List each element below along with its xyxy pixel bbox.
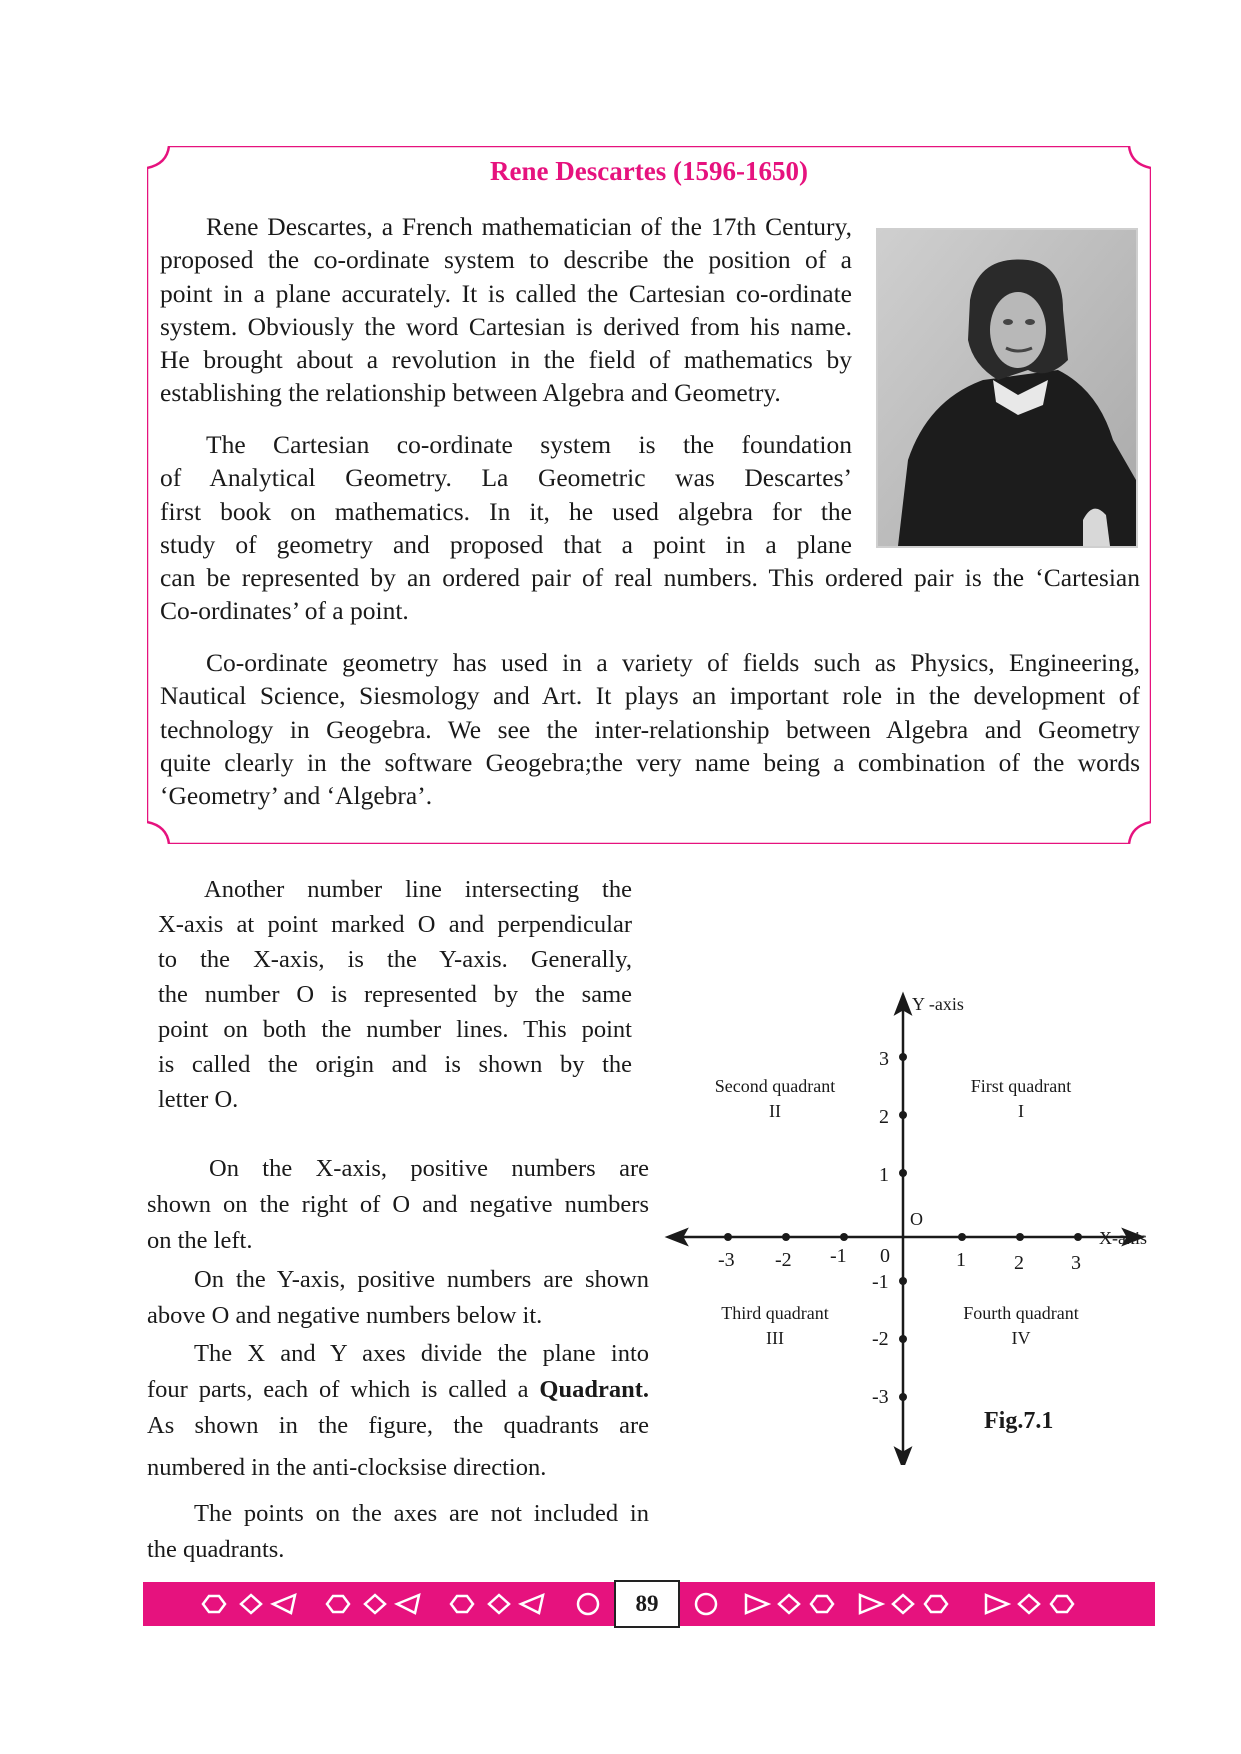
x-tick-label: -1	[830, 1245, 847, 1267]
quadrant-name: First quadrant	[970, 1076, 1072, 1096]
text-line: Another number line intersecting the	[204, 876, 632, 903]
descartes-portrait-image	[876, 228, 1138, 548]
tick-point	[899, 1393, 907, 1401]
x-tick-label: 2	[1014, 1252, 1024, 1274]
text-line: proposed the co-ordinate system to describe the position of a	[160, 245, 852, 275]
triangle-icon	[273, 1595, 295, 1613]
text-line: Rene Descartes, a French mathematician of the 17th Century,	[206, 212, 852, 241]
text-line: study of geometry and proposed that a point in a plane	[160, 529, 852, 559]
text-line: can be represented by an ordered pair of real numbers. This ordered pair is the ‘Cartesian	[160, 563, 1140, 593]
origin-label: O	[910, 1209, 923, 1229]
text-line: He brought about a revolution in the field of mathematics by	[160, 345, 852, 375]
text-segment: four parts, each of which is called a	[147, 1376, 540, 1403]
diamond-icon	[489, 1595, 509, 1613]
x-tick-label: -3	[718, 1249, 735, 1271]
text-line: shown on the right of O and negative numbers	[147, 1191, 649, 1218]
hexagon-icon	[1051, 1596, 1073, 1612]
quadrant-name: Fourth quadrant	[963, 1303, 1079, 1323]
y-tick-label: -1	[872, 1271, 889, 1293]
body-para-2	[147, 1151, 649, 1259]
body-para-5	[147, 1496, 649, 1568]
text-line: Co-ordinate geometry has used in a variety of fields such as Physics, Engineering,	[206, 648, 1140, 677]
text-line: The points on the axes are not included in	[194, 1500, 649, 1527]
triangle-icon	[521, 1595, 543, 1613]
zero-label: 0	[880, 1245, 890, 1267]
tick-point	[1016, 1233, 1024, 1241]
text-line: Co-ordinates’ of a point.	[160, 596, 409, 626]
circle-icon	[696, 1594, 716, 1614]
diamond-icon	[779, 1595, 799, 1613]
text-line: ‘Geometry’ and ‘Algebra’.	[160, 781, 433, 811]
hexagon-icon	[203, 1596, 225, 1612]
triangle-icon	[986, 1595, 1008, 1613]
hexagon-icon	[925, 1596, 947, 1612]
y-axis-arrow-up	[896, 995, 910, 1013]
text-line: first book on mathematics. In it, he used algebra for the	[160, 496, 852, 526]
hexagon-icon	[451, 1596, 473, 1612]
descartes-para-2	[160, 428, 1140, 628]
y-tick-label: -2	[872, 1328, 889, 1350]
quadrant-term: Quadrant.	[539, 1376, 649, 1403]
quadrant-name: Third quadrant	[721, 1303, 829, 1323]
text-line: technology in Geogebra. We see the inter-relationship between Algebra and Geometry	[160, 714, 1140, 744]
text-line: On the Y-axis, positive numbers are shown	[194, 1266, 649, 1293]
x-axis-label: X-axis	[1099, 1228, 1147, 1248]
text-line: X-axis at point marked O and perpendicular	[158, 911, 632, 938]
page-number: 89	[614, 1580, 680, 1628]
triangle-icon	[397, 1595, 419, 1613]
tick-point	[899, 1335, 907, 1343]
x-axis-arrow-left	[668, 1230, 686, 1244]
diamond-icon	[365, 1595, 385, 1613]
triangle-icon	[860, 1595, 882, 1613]
quadrant-1-label	[936, 1074, 1106, 1124]
y-tick-label: 1	[879, 1164, 889, 1186]
text-line: above O and negative numbers below it.	[147, 1302, 543, 1329]
y-axis-label: Y -axis	[912, 994, 964, 1014]
circle-icon	[578, 1594, 598, 1614]
quadrant-3-label	[690, 1301, 860, 1351]
text-line: On the X-axis, positive numbers are	[209, 1155, 649, 1182]
text-line: the number O is represented by the same	[158, 981, 632, 1008]
descartes-para-1	[160, 210, 852, 410]
text-line: on the left.	[147, 1227, 253, 1254]
text-line: the quadrants.	[147, 1536, 285, 1563]
diamond-icon	[241, 1595, 261, 1613]
quadrant-4-label	[936, 1301, 1106, 1351]
body-para-1	[158, 872, 632, 1117]
text-line: is called the origin and is shown by the	[158, 1051, 632, 1078]
hexagon-icon	[811, 1596, 833, 1612]
body-para-3	[147, 1262, 649, 1334]
y-tick-label: -3	[872, 1386, 889, 1408]
x-tick-label: -2	[775, 1249, 792, 1271]
tick-point	[1074, 1233, 1082, 1241]
y-tick-label: 2	[879, 1106, 889, 1128]
quadrant-numeral: I	[1018, 1101, 1024, 1121]
text-line: The X and Y axes divide the plane into	[194, 1340, 649, 1367]
text-line: Nautical Science, Siesmology and Art. It plays an important role in the development of	[160, 681, 1140, 711]
quadrant-2-label	[690, 1074, 860, 1124]
quadrant-numeral: II	[769, 1101, 781, 1121]
diamond-icon	[1019, 1595, 1039, 1613]
box-title: Rene Descartes (1596-1650)	[490, 156, 808, 186]
text-line: The Cartesian co-ordinate system is the foundation	[206, 430, 852, 459]
text-line: to the X-axis, is the Y-axis. Generally,	[158, 946, 632, 973]
text-line: of Analytical Geometry. La Geometric was Descartes’	[160, 463, 852, 493]
body-para-4	[147, 1336, 649, 1486]
diamond-icon	[893, 1595, 913, 1613]
quadrant-name: Second quadrant	[714, 1076, 836, 1096]
hexagon-icon	[327, 1596, 349, 1612]
x-tick-label: 3	[1071, 1252, 1081, 1274]
tick-point	[724, 1233, 732, 1241]
quadrant-numeral: III	[766, 1328, 784, 1348]
tick-point	[899, 1111, 907, 1119]
quadrant-numeral: IV	[1011, 1328, 1031, 1348]
text-line	[147, 1372, 649, 1408]
tick-point	[958, 1233, 966, 1241]
tick-point	[899, 1053, 907, 1061]
text-line: numbered in the anti-clocksise direction.	[147, 1454, 547, 1481]
y-tick-label: 3	[879, 1048, 889, 1070]
text-line: establishing the relationship between Algebra and Geometry.	[160, 378, 781, 408]
tick-point	[782, 1233, 790, 1241]
tick-point	[899, 1277, 907, 1285]
tick-point	[899, 1169, 907, 1177]
text-line: point in a plane accurately. It is called the Cartesian co-ordinate	[160, 278, 852, 308]
triangle-icon	[746, 1595, 768, 1613]
text-line: system. Obviously the word Cartesian is derived from his name.	[160, 311, 852, 341]
text-line: letter O.	[158, 1086, 239, 1113]
cartesian-plane-figure	[660, 985, 1180, 1465]
tick-point	[840, 1233, 848, 1241]
text-line: quite clearly in the software Geogebra;the very name being a combination of the words	[160, 747, 1140, 777]
figure-caption: Fig.7.1	[984, 1408, 1054, 1434]
descartes-para-3	[160, 646, 1140, 812]
text-line: point on both the number lines. This point	[158, 1016, 632, 1043]
x-tick-label: 1	[956, 1249, 966, 1271]
text-line: As shown in the figure, the quadrants are	[147, 1412, 649, 1439]
